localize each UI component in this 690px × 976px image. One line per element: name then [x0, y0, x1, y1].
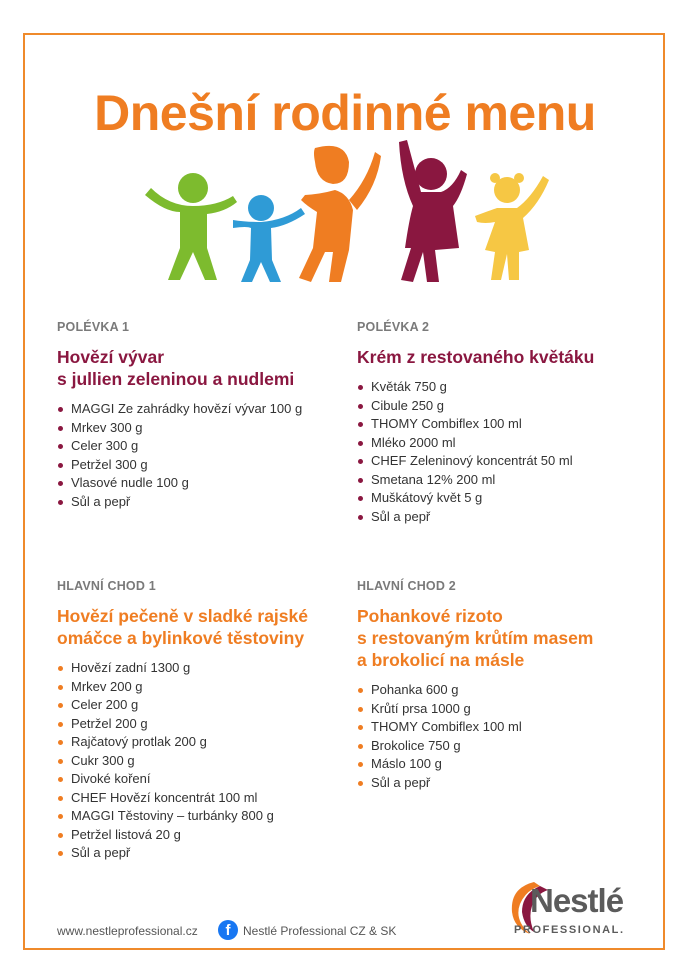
main-course-1-label: HLAVNÍ CHOD 1 — [57, 579, 156, 593]
ingredient-item: Sůl a pepř — [357, 508, 657, 527]
ingredient-item: Mrkev 200 g — [57, 678, 357, 697]
main-course-2-section — [357, 579, 657, 792]
ingredient-item: CHEF Hovězí koncentrát 100 ml — [57, 789, 357, 808]
ingredient-item: Smetana 12% 200 ml — [357, 471, 657, 490]
soup-2-ingredients — [357, 378, 657, 526]
ingredient-item: Vlasové nudle 100 g — [57, 474, 357, 493]
website-link[interactable]: www.nestleprofessional.cz — [57, 924, 198, 938]
yellow-child-figure — [475, 173, 549, 280]
ingredient-item: Brokolice 750 g — [357, 737, 657, 756]
soup-1-ingredients — [57, 400, 357, 511]
main-course-2-dish-name — [357, 605, 657, 671]
ingredient-item: Petržel 300 g — [57, 456, 357, 475]
ingredient-item: Mléko 2000 ml — [357, 434, 657, 453]
nestle-logo-professional: PROFESSIONAL. — [514, 924, 625, 936]
ingredient-item: Muškátový květ 5 g — [357, 489, 657, 508]
ingredient-item: Pohanka 600 g — [357, 681, 657, 700]
nestle-logo-word: Nestlé — [530, 882, 624, 919]
facebook-page-link[interactable]: Nestlé Professional CZ & SK — [243, 924, 397, 938]
ingredient-item: MAGGI Ze zahrádky hovězí vývar 100 g — [57, 400, 357, 419]
ingredient-item: Celer 300 g — [57, 437, 357, 456]
ingredient-item: Květák 750 g — [357, 378, 657, 397]
ingredient-item: Sůl a pepř — [357, 774, 657, 793]
main-course-1-ingredients — [57, 659, 357, 863]
blue-child-figure — [233, 195, 305, 282]
ingredient-item: Rajčatový protlak 200 g — [57, 733, 357, 752]
green-child-figure — [145, 173, 237, 280]
main-course-2-ingredients — [357, 681, 657, 792]
main-course-1-section — [57, 579, 357, 863]
soup-2-label: POLÉVKA 2 — [357, 320, 430, 334]
soup-1-section — [57, 320, 357, 511]
ingredient-item: Cukr 300 g — [57, 752, 357, 771]
ingredient-item: THOMY Combiflex 100 ml — [357, 718, 657, 737]
facebook-icon[interactable]: f — [218, 920, 238, 940]
ingredient-item: Sůl a pepř — [57, 844, 357, 863]
ingredient-item: Hovězí zadní 1300 g — [57, 659, 357, 678]
soup-1-label: POLÉVKA 1 — [57, 320, 130, 334]
ingredient-item: MAGGI Těstoviny – turbánky 800 g — [57, 807, 357, 826]
dish-line: Hovězí pečeně v sladké rajské — [57, 606, 308, 626]
ingredient-item: Petržel listová 20 g — [57, 826, 357, 845]
ingredient-item: Sůl a pepř — [57, 493, 357, 512]
main-course-1-dish-name — [57, 605, 357, 649]
main-course-2-label: HLAVNÍ CHOD 2 — [357, 579, 456, 593]
orange-adult-figure — [299, 146, 381, 282]
ingredient-item: Máslo 100 g — [357, 755, 657, 774]
dish-line: s restovaným krůtím masem — [357, 628, 594, 648]
ingredient-item: Divoké koření — [57, 770, 357, 789]
soup-1-dish-name — [57, 346, 357, 390]
ingredient-item: Celer 200 g — [57, 696, 357, 715]
soup-2-dish-name — [357, 346, 657, 368]
dish-line: s jullien zeleninou a nudlemi — [57, 369, 295, 389]
page-title: Dnešní rodinné menu — [94, 85, 596, 141]
soup-2-section — [357, 320, 657, 526]
dish-line: Pohankové rizoto — [357, 606, 503, 626]
ingredient-item: Petržel 200 g — [57, 715, 357, 734]
ingredient-item: Krůtí prsa 1000 g — [357, 700, 657, 719]
dish-line: omáčce a bylinkové těstoviny — [57, 628, 305, 648]
maroon-adult-figure — [399, 140, 467, 282]
ingredient-item: Mrkev 300 g — [57, 419, 357, 438]
dish-line: Hovězí vývar — [57, 347, 165, 367]
dish-line: a brokolicí na másle — [357, 650, 525, 670]
ingredient-item: Cibule 250 g — [357, 397, 657, 416]
dish-line: Krém z restovaného květáku — [357, 347, 595, 367]
family-illustration — [135, 140, 555, 285]
ingredient-item: THOMY Combiflex 100 ml — [357, 415, 657, 434]
ingredient-item: CHEF Zeleninový koncentrát 50 ml — [357, 452, 657, 471]
